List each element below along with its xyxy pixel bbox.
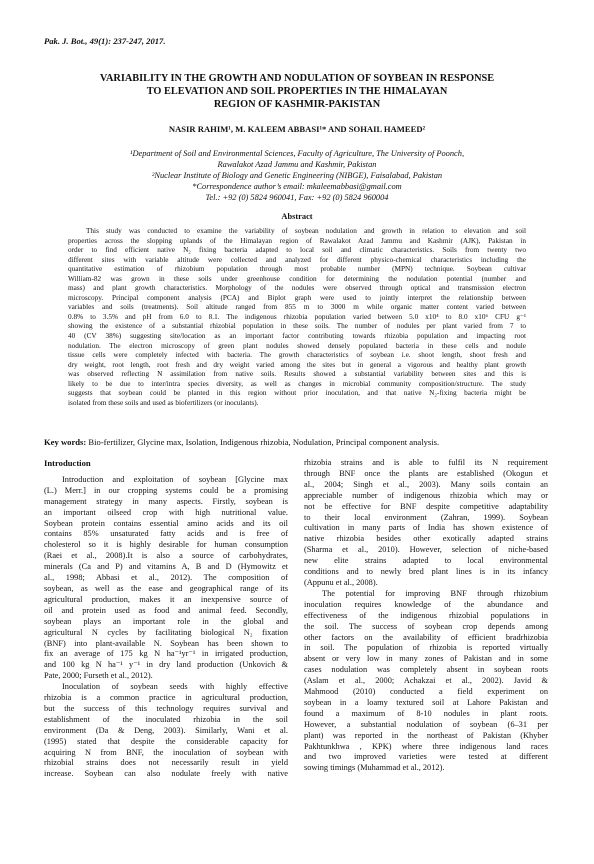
paragraph-line: appreciable number of indigenous rhizobia which may or (304, 490, 548, 500)
paragraph-line: fix an average of 175 kg N ha⁻¹yr⁻¹ in irrigated production, (44, 649, 288, 659)
paragraph-line: Mahmood (2010) conducted a field experiment on (304, 687, 548, 697)
abstract-line: showing the existence of a substantial rhizobial population in these soils. The number of nodules per plant varied from 7 to (68, 322, 526, 331)
keywords-text: Bio-fertilizer, Glycine max, Isolation, Indigenous rhizobia, Nodulation, Principal component analysis. (88, 437, 440, 447)
right-column (304, 458, 548, 774)
paragraph-line: Soybean protein contains essential amino acids and its oil (44, 518, 288, 528)
paragraph-line: inoculation requires knowledge of the abundance and (304, 599, 548, 609)
paragraph-line: The potential for improving BNF through rhizobium (322, 588, 548, 598)
paragraph-line: cases nodulation was completely absent in soybean roots (304, 665, 548, 675)
affiliation-line: ¹Department of Soil and Environmental Sciences, Faculty of Agriculture, The University of Poonch, (129, 149, 465, 158)
paragraph-line: agricultural production, makes it an inexpensive source of (44, 594, 288, 604)
affiliations (44, 148, 550, 203)
paragraph-line: through BNF once the plants are established (Okogun et (304, 468, 548, 478)
paragraph-line: new elite strains adapted to local environmental (304, 556, 548, 566)
paragraph-line: to their local environment (Zahran, 1999). Soybean (304, 512, 548, 522)
paragraph-line: Pate, 2000; Furseth et al., 2012). (44, 671, 153, 681)
paragraph-line: conditions and to newly bred plant lines is in its infancy (304, 567, 548, 577)
paragraph-line: establishment of the inoculated rhizobia in the soil (44, 714, 288, 724)
abstract-heading: Abstract (281, 212, 313, 221)
paragraph-line: the soil. The success of soybean crop depends among (304, 621, 548, 631)
keywords-label: Key words: (44, 437, 87, 447)
affiliation-line: *Correspondence author’s email: mkaleemabbasi@gmail.com (192, 182, 402, 191)
paragraph-line: in soil. The population of rhizobia is reported virtually (304, 643, 548, 653)
paragraph-line: agricultural N cycles by facilitating biological N₂ fixation (44, 627, 288, 637)
abstract-line: likely to be due to inter/intra species diversity, as well as changes in microbial community composition/structure. The study (68, 379, 526, 388)
paragraph-line: increase. Soybean can also nodulate freely with native (44, 769, 288, 779)
paragraph-line: and two improved varieties were tested at different (304, 752, 548, 762)
affiliation-line: Rawalakot Azad Jammu and Kashmir, Pakistan (217, 160, 377, 169)
paragraph-line: not be effective for BNF despite competitive adaptability (304, 501, 548, 511)
paragraph-line: Pakhtunkhwa , KPK) where three indigenous land races (304, 741, 548, 751)
paragraph-line: (Raei et al., 2008).It is also a source of carbohydrates, (44, 551, 288, 561)
abstract-line: microscopy. Principal component analysis (PCA) and Biplot graph were used to jointly interpret the relationship between (68, 293, 526, 302)
abstract-line: different sites with variable altitude were collected and analyzed for different physico-chemical characteristics including the (68, 255, 526, 264)
paragraph-line: soybean plays an important role in the global and (44, 616, 288, 626)
abstract-line: quantitative estimation of rhizobium population through most probable number (MPN) technique. Soybean cultivar (68, 265, 526, 274)
abstract-line: was observed reflecting N assimilation from native soils. Results showed a substantial variability between sites and this is (68, 370, 526, 379)
left-column-text (44, 475, 288, 780)
author-list: NASIR RAHIM¹, M. KALEEM ABBASI¹* AND SOHAIL HAMEED² (168, 124, 426, 134)
paragraph-line: absent or very low in many zones of Pakistan and in some (304, 654, 548, 664)
paragraph-line: cholesterol so it is highly desirable for human consumption (44, 540, 288, 550)
abstract-line: properties across the slopping uplands of the Himalayan region of Rawalakot Azad Jammu and Kashmir (AJK), Pakistan in (68, 236, 526, 245)
paragraph-line: However, a substantial nodulation of soybean (6–31 per (304, 719, 548, 729)
paragraph-line: native rhizobia besides other exotically adapted strains (304, 534, 548, 544)
paragraph-line: sowing timings (Muhammad et al., 2012). (304, 763, 445, 773)
paragraph-line: but the success of this technology requires survival and (44, 703, 288, 713)
paper-title (44, 72, 550, 111)
title-line: VARIABILITY IN THE GROWTH AND NODULATION OF SOYBEAN IN RESPONSE (99, 73, 495, 84)
paragraph-line: (Aslam et al., 2000; Achakzai et al., 2002). Javid & (304, 676, 548, 686)
paragraph-line: cultivation in many parts of India has shown existence of (304, 523, 548, 533)
abstract-line: tissue cells were completely infected with bacteria. The growth characteristics of soybean i.e. shoot length, shoot fresh and (68, 351, 526, 360)
paragraph-line: (Appunu et al., 2008). (304, 577, 378, 587)
paragraph-line: Introduction and exploitation of soybean [Glycine max (62, 474, 288, 484)
paragraph-line: acquiring N from BNF, the inoculation of soybean with (44, 747, 288, 757)
paragraph-line: (Sharma et al., 2010). However, selection of niche-based (304, 545, 548, 555)
abstract-line: 40 (CV 38%) suggesting site/location as an important factor contributing towards rhizobia population and impacting root (68, 332, 526, 341)
paragraph-line: rhizobia is a common practice in agricultural production, (44, 693, 288, 703)
paragraph-line: management strategy in many aspects. Firstly, soybean is (44, 496, 288, 506)
abstract-line: order to find efficient native N₂ fixing bacteria adapted to local soil and climatic characteristics. Soils from twenty two (68, 246, 526, 255)
affiliation-line: ²Nuclear Institute of Biology and Genetic Engineering (NIBGE), Faisalabad, Pakistan (151, 171, 443, 180)
title-line: TO ELEVATION AND SOIL PROPERTIES IN THE HIMALAYAN (146, 86, 448, 97)
paragraph-line: (BNF) into plant-available N. Soybean has been shown to (44, 638, 288, 648)
paragraph-line: oil and protein used as food and animal feed. Secondly, (44, 605, 288, 615)
abstract-line: 0.8% to 3.5% and pH from 6.0 to 8.1. The indigenous rhizobia population varied between 5.0 x10⁴ to 8.0 x10⁶ CFU g⁻¹ (68, 312, 526, 321)
right-column-text (304, 458, 548, 774)
paragraph-line: other factors on the availability of efficient bradrhizobia (304, 632, 548, 642)
paragraph-line: al., 1998; Abbasi et al., 2012). The composition of (44, 573, 288, 583)
paragraph-line: Inoculation of soybean seeds with highly effective (62, 682, 288, 692)
abstract-line: This study was conducted to examine the variability of soybean nodulation and growth in relation to elevation and soil (86, 227, 526, 235)
abstract-line: mass) and plant growth characteristics. Morphology of the nodules were observed through optical and transmission electron (68, 284, 526, 293)
abstract-line: William-82 was grown in these soils under greenhouse condition for determining the nodulation potential (number and (68, 274, 526, 283)
left-column (44, 458, 288, 780)
affiliation-line: Tel.: +92 (0) 5824 960041, Fax: +92 (0) 5824 960004 (205, 193, 389, 202)
paragraph-line: plant) was reported in the northeast of Pakistan (Khyber (304, 730, 548, 740)
abstract-line: isolated from these soils and used as biofertilizers (or inoculants). (68, 398, 259, 407)
paragraph-line: soybean in a loamy textured soil at Lahore Pakistan and (304, 697, 548, 707)
paragraph-line: rhizobia strains and is able to fulfil its N requirement (304, 458, 548, 467)
title-line: REGION OF KASHMIR-PAKISTAN (213, 99, 381, 110)
introduction-heading: Introduction (44, 458, 91, 468)
paragraph-line: (1995) stated that despite the considerable capacity for (44, 736, 288, 746)
abstract-line: suggests that soybean could be planted in this region without prior inoculation, and that native N₂-fixing bacteria might be (68, 389, 526, 398)
abstract-line: nodulation. The electron microscopy of green plant nodules showed densely populated bacteria in these cells and nodule (68, 341, 526, 350)
paragraph-line: contains 85% unsaturated fatty acids and is free of (44, 529, 288, 539)
abstract-line: variables and soils (treatments). Soil altitude ranged from 855 m to 3000 m while organic matter content varied between (68, 303, 526, 312)
paragraph-line: al., 2004; Singh et al., 2003). Many soils contain an (304, 479, 548, 489)
paragraph-line: minerals (Ca and P) and vitamins A, B and D (Hymowitz et (44, 562, 288, 572)
keywords (44, 437, 439, 447)
paragraph-line: effectiveness of the indigenous rhizobial populations in (304, 610, 548, 620)
paragraph-line: soybean, as well as the ease and geographical range of its (44, 583, 288, 593)
paragraph-line: found a maximum of 8-10 nodules in plant roots. (304, 708, 548, 718)
paragraph-line: and 100 kg N ha⁻¹ y⁻¹ in dry land production (Unkovich & (44, 660, 288, 670)
paragraph-line: (L.) Merr.] in our cropping systems could be a promising (44, 485, 288, 495)
paragraph-line: rhizobial strains does not necessarily result in yield (44, 758, 288, 768)
abstract-line: dry weight, root length, root fresh and dry weight varied among the sites but in general a vigorous and healthy plant growth (68, 360, 526, 369)
abstract-body (68, 227, 526, 408)
paragraph-line: environment (Da & Deng, 2003). Similarly, Wani et al. (44, 725, 288, 735)
journal-citation: Pak. J. Bot., 49(1): 237-247, 2017. (44, 36, 166, 46)
paragraph-line: an important oilseed crop with high nutritional value. (44, 507, 288, 517)
